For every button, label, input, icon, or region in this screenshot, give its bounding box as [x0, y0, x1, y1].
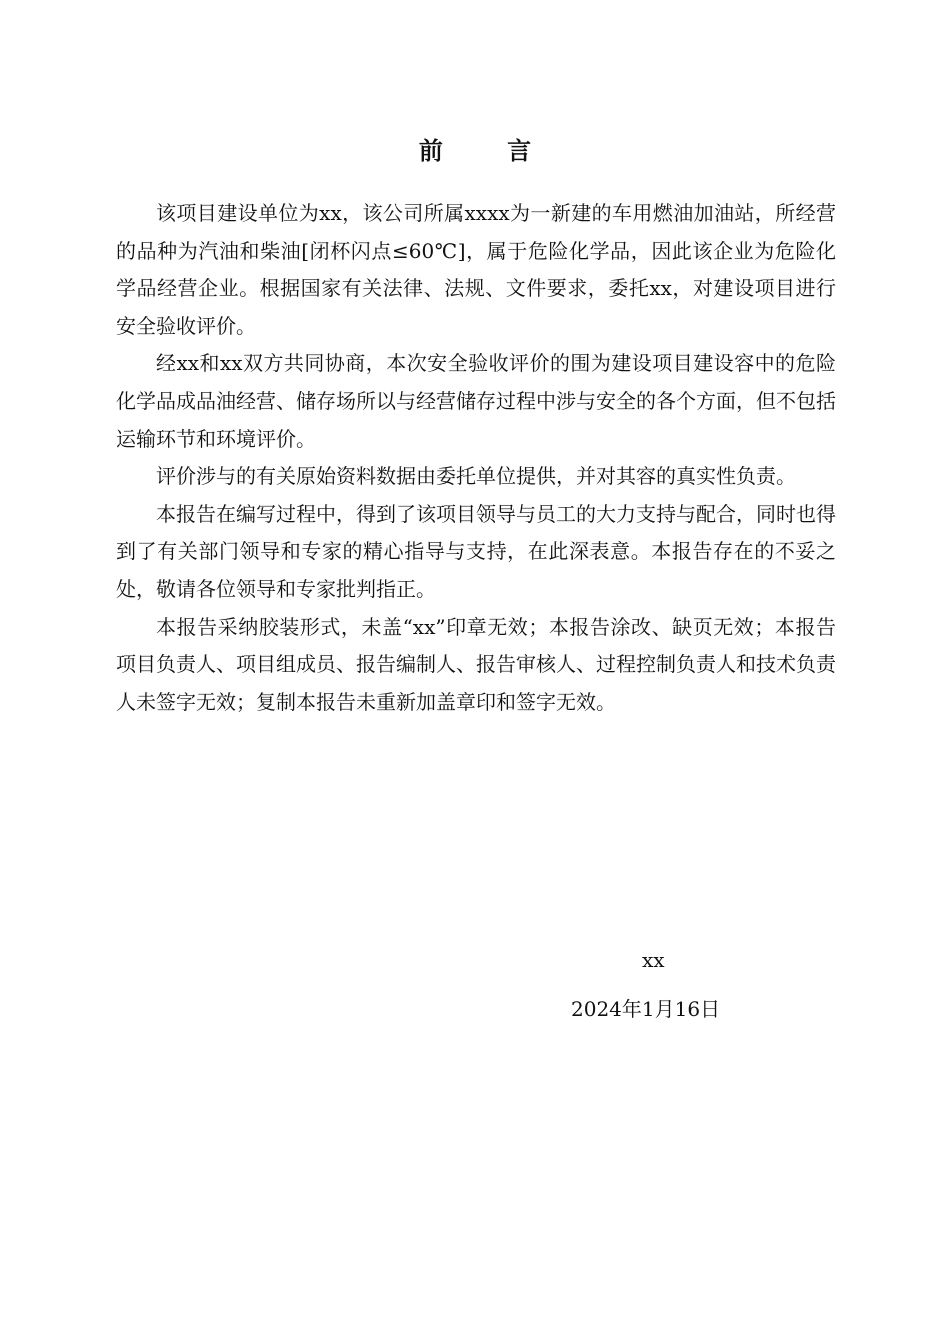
paragraph-project-intro: 该项目建设单位为xx，该公司所属xxxx为一新建的车用燃油加油站，所经营的品种为汽油和柴油[闭杯闪点≤60℃]，属于危险化学品，因此该企业为危险化学品经营企业。根据国家有关法律、法规、文件要求，委托xx，对建设项目进行安全验收评价。: [116, 201, 836, 338]
paragraph-validity-notice: 本报告采纳胶装形式，未盖“xx”印章无效；本报告涂改、缺页无效；本报告项目负责人、项目组成员、报告编制人、报告审核人、过程控制负责人和技术负责人未签字无效；复制本报告未重新加盖章印和签字无效。: [116, 614, 836, 714]
preface-body: [116, 195, 836, 721]
paragraph-evaluation-scope: 经xx和xx双方共同协商，本次安全验收评价的围为建设项目建设容中的危险化学品成品油经营、储存场所以与经营储存过程中涉与安全的各个方面，但不包括运输环节和环境评价。: [116, 351, 836, 451]
signature-date: 2024年1月16日: [571, 997, 721, 1021]
paragraph-acknowledgement: 本报告在编写过程中，得到了该项目领导与员工的大力支持与配合，同时也得到了有关部门领导和专家的精心指导与支持，在此深表意。本报告存在的不妥之处，敬请各位领导和专家批判指正。: [116, 501, 836, 601]
page-title: 前 言: [418, 136, 560, 165]
paragraph-data-source: 评价涉与的有关原始资料数据由委托单位提供，并对其容的真实性负责。: [156, 464, 796, 489]
signature-organization: xx: [642, 948, 665, 972]
